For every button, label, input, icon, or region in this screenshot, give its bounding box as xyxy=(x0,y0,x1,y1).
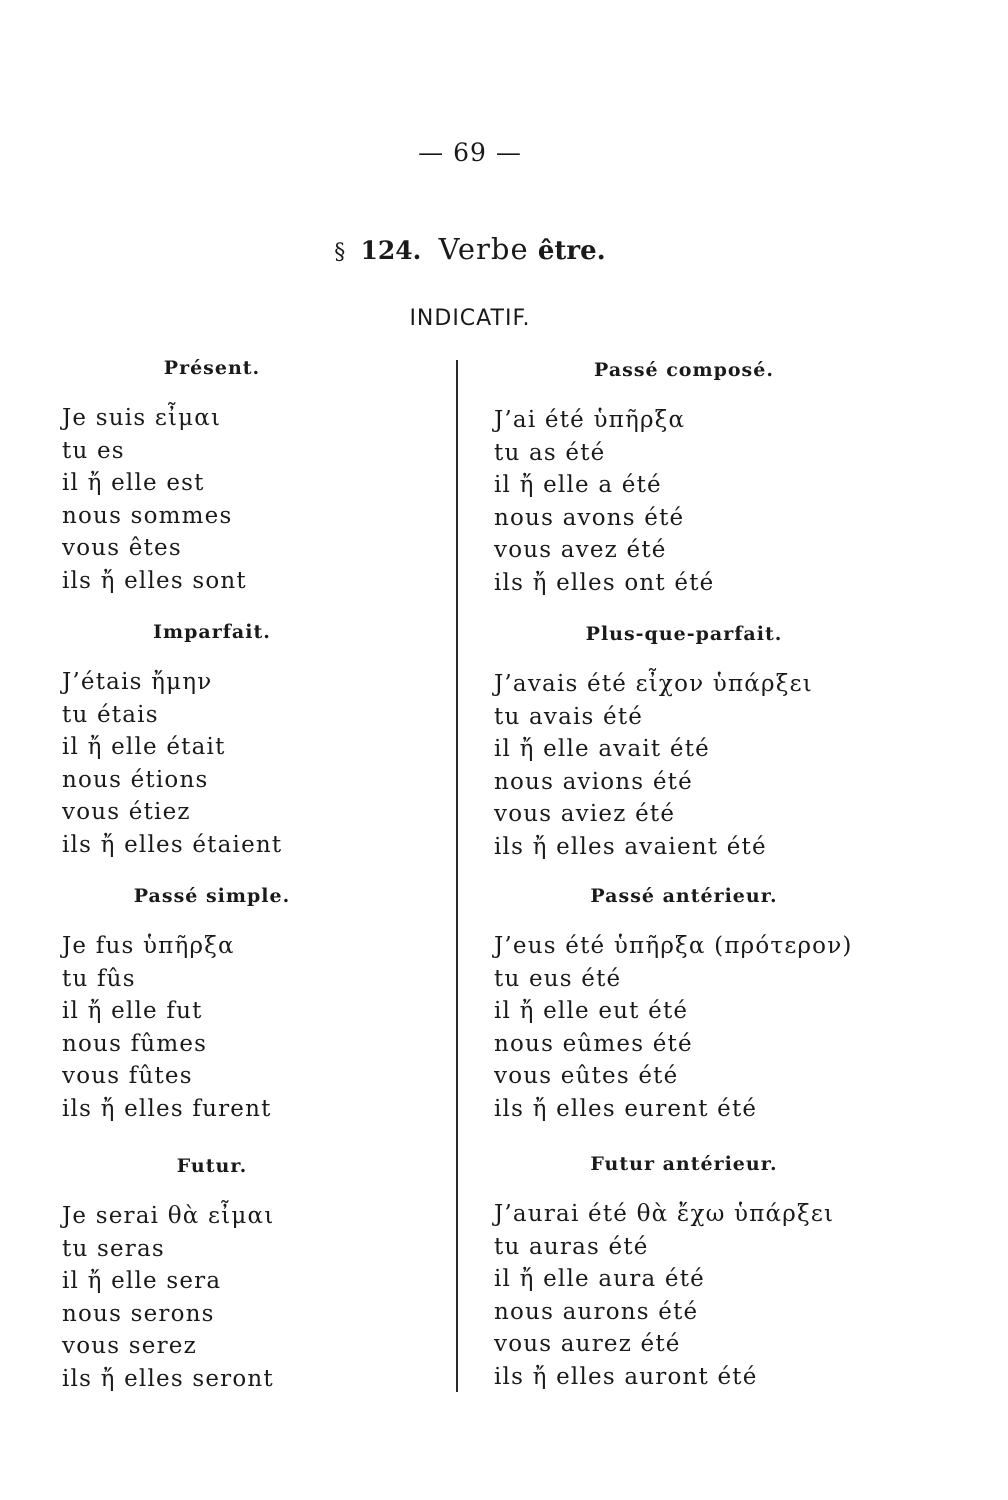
conjugation-line: J’ai été ὑπῆρξα xyxy=(494,407,686,433)
tense-futur xyxy=(62,1156,362,1395)
conjugation-line: nous étions xyxy=(62,766,209,793)
conjugation-line: ils ἤ elles seront xyxy=(62,1365,274,1392)
conjugation-line: nous avions été xyxy=(494,768,693,795)
tense-title: Futur antérieur. xyxy=(590,1153,778,1175)
tense-title: Passé composé. xyxy=(594,359,774,381)
conjugation-line: il ἤ elle aura été xyxy=(494,1266,705,1292)
conjugation-line: tu eus été xyxy=(494,965,622,992)
tense-title: Futur. xyxy=(176,1155,248,1177)
tense-passe-simple xyxy=(62,886,362,1125)
conjugation-line: vous fûtes xyxy=(62,1063,193,1089)
tense-title: Passé antérieur. xyxy=(590,885,778,907)
conjugation-line: Je suis εἶμαι xyxy=(62,405,222,431)
conjugation-line: il ἤ elle était xyxy=(62,734,226,760)
tense-title: Présent. xyxy=(163,357,261,379)
conjugation-line: tu es xyxy=(62,437,125,464)
conjugation-line: J’avais été εἶχον ὑπάρξει xyxy=(494,671,813,697)
tense-title: Imparfait. xyxy=(153,621,271,643)
conjugation-line: nous sommes xyxy=(62,502,233,529)
conjugation-line: vous aurez été xyxy=(494,1331,681,1357)
page-number: — 69 — xyxy=(418,138,522,167)
tense-futur-anterieur xyxy=(494,1154,874,1393)
conjugation-line: vous aviez été xyxy=(494,801,676,827)
conjugation-line: il ἤ elle fut xyxy=(62,998,203,1024)
tense-present xyxy=(62,358,362,597)
conjugation-line: il ἤ elle avait été xyxy=(494,736,710,762)
conjugation-line: J’aurai été θὰ ἔχω ὑπάρξει xyxy=(494,1201,835,1227)
conjugation-line: vous avez été xyxy=(494,537,667,563)
conjugation-line: ils ἤ elles avaient été xyxy=(494,833,767,860)
conjugation-line: tu seras xyxy=(62,1235,165,1262)
tense-title: Plus-que-parfait. xyxy=(585,623,783,645)
tense-passe-compose xyxy=(494,360,874,599)
conjugation-line: vous étiez xyxy=(62,799,191,825)
conjugation-line: ils ἤ elles étaient xyxy=(62,831,283,858)
conjugation-line: ils ἤ elles sont xyxy=(62,567,247,594)
section-symbol: § xyxy=(334,240,346,265)
conjugation-line: ils ἤ elles furent xyxy=(62,1095,272,1122)
conjugation-line: ils ἤ elles auront été xyxy=(494,1363,758,1390)
conjugation-line: il ἤ elle est xyxy=(62,470,205,496)
conjugation-line: tu fûs xyxy=(62,965,136,992)
section-word: Verbe xyxy=(438,232,529,266)
conjugation-line: tu as été xyxy=(494,439,606,466)
conjugation-line: J’étais ἤμην xyxy=(62,669,213,695)
conjugation-line: Je fus ὑπῆρξα xyxy=(62,933,235,959)
conjugation-line: tu étais xyxy=(62,701,159,728)
conjugation-line: J’eus été ὑπῆρξα (πρότερον) xyxy=(494,933,853,959)
conjugation-line: nous avons été xyxy=(494,504,685,531)
conjugation-line: il ἤ elle sera xyxy=(62,1268,222,1294)
conjugation-line: nous aurons été xyxy=(494,1298,699,1325)
column-divider xyxy=(456,360,458,1392)
conjugation-line: vous serez xyxy=(62,1333,197,1359)
conjugation-line: nous fûmes xyxy=(62,1030,208,1057)
conjugation-line: il ἤ elle eut été xyxy=(494,998,689,1024)
section-number: 124. xyxy=(360,236,422,265)
section-verb: être. xyxy=(537,236,606,266)
conjugation-line: nous eûmes été xyxy=(494,1030,693,1057)
conjugation-line: tu auras été xyxy=(494,1233,649,1260)
tense-title: Passé simple. xyxy=(133,885,291,907)
conjugation-line: il ἤ elle a été xyxy=(494,472,662,498)
conjugation-line: ils ἤ elles eurent été xyxy=(494,1095,758,1122)
conjugation-line: nous serons xyxy=(62,1300,215,1327)
mood-heading: INDICATIF. xyxy=(409,306,531,331)
conjugation-line: vous eûtes été xyxy=(494,1063,679,1089)
conjugation-line: tu avais été xyxy=(494,703,644,730)
conjugation-line: ils ἤ elles ont été xyxy=(494,569,715,596)
conjugation-line: Je serai θὰ εἶμαι xyxy=(62,1203,275,1229)
tense-passe-anterieur xyxy=(494,886,874,1125)
conjugation-line: vous êtes xyxy=(62,535,182,561)
tense-imparfait xyxy=(62,622,362,861)
tense-plus-que-parfait xyxy=(494,624,874,863)
section-title xyxy=(0,232,940,266)
